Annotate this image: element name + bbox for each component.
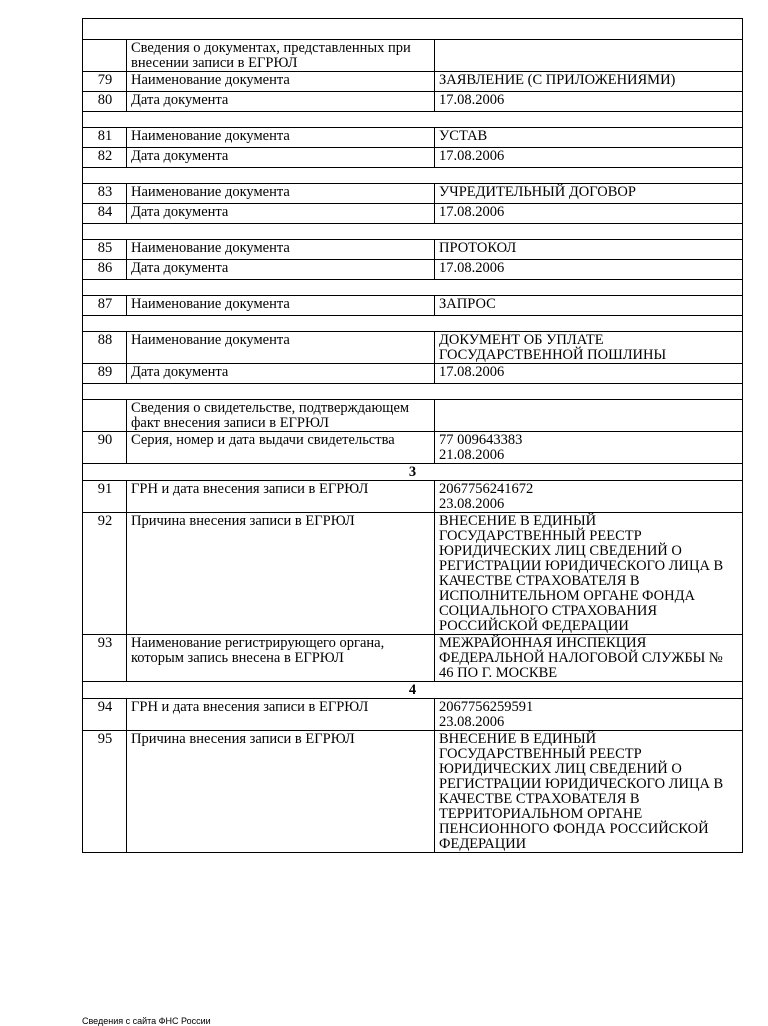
row-number — [83, 400, 127, 432]
field-value: 17.08.2006 — [435, 148, 743, 168]
row-number: 89 — [83, 364, 127, 384]
field-label: Наименование документа — [127, 296, 435, 316]
group-header-row — [83, 40, 743, 72]
field-value: ЗАЯВЛЕНИЕ (С ПРИЛОЖЕНИЯМИ) — [435, 72, 743, 92]
field-value: 2067756241672 23.08.2006 — [435, 481, 743, 513]
spacer-cell — [83, 224, 743, 240]
field-label: Дата документа — [127, 260, 435, 280]
field-label: Дата документа — [127, 148, 435, 168]
field-value — [435, 40, 743, 72]
field-value: 17.08.2006 — [435, 364, 743, 384]
table-row — [83, 128, 743, 148]
row-number: 90 — [83, 432, 127, 464]
spacer-row — [83, 224, 743, 240]
table-row — [83, 72, 743, 92]
section-row — [83, 682, 743, 699]
field-value: 17.08.2006 — [435, 92, 743, 112]
field-label: Наименование документа — [127, 184, 435, 204]
field-value: 2067756259591 23.08.2006 — [435, 699, 743, 731]
field-label: Наименование регистрирующего органа, которым запись внесена в ЕГРЮЛ — [127, 635, 435, 682]
field-value: 17.08.2006 — [435, 260, 743, 280]
table-row — [83, 699, 743, 731]
table-row — [83, 332, 743, 364]
row-number: 82 — [83, 148, 127, 168]
table-row — [83, 364, 743, 384]
footer-source: Сведения с сайта ФНС России — [82, 1016, 211, 1026]
spacer-row — [83, 316, 743, 332]
spacer-row — [83, 168, 743, 184]
row-number: 81 — [83, 128, 127, 148]
section-row — [83, 464, 743, 481]
egrul-table-body — [83, 19, 743, 853]
field-value: ПРОТОКОЛ — [435, 240, 743, 260]
spacer-cell — [83, 168, 743, 184]
field-label: Наименование документа — [127, 332, 435, 364]
row-number: 94 — [83, 699, 127, 731]
field-label: Причина внесения записи в ЕГРЮЛ — [127, 513, 435, 635]
row-number: 88 — [83, 332, 127, 364]
row-number — [83, 40, 127, 72]
section-number: 4 — [83, 682, 743, 699]
egrul-table — [82, 18, 743, 853]
field-label: Серия, номер и дата выдачи свидетельства — [127, 432, 435, 464]
field-value: ЗАПРОС — [435, 296, 743, 316]
section-number: 3 — [83, 464, 743, 481]
table-row — [83, 260, 743, 280]
field-label: Дата документа — [127, 364, 435, 384]
spacer-cell — [83, 19, 743, 40]
field-value: 77 009643383 21.08.2006 — [435, 432, 743, 464]
spacer-cell — [83, 316, 743, 332]
table-row — [83, 296, 743, 316]
group-header-label: Сведения о свидетельстве, подтверждающем факт внесения записи в ЕГРЮЛ — [127, 400, 435, 432]
row-number: 91 — [83, 481, 127, 513]
field-label: Наименование документа — [127, 128, 435, 148]
row-number: 86 — [83, 260, 127, 280]
group-header-label: Сведения о документах, представленных при внесении записи в ЕГРЮЛ — [127, 40, 435, 72]
table-row — [83, 184, 743, 204]
spacer-cell — [83, 384, 743, 400]
row-number: 79 — [83, 72, 127, 92]
field-label: Наименование документа — [127, 72, 435, 92]
spacer-cell — [83, 280, 743, 296]
table-row — [83, 148, 743, 168]
field-value: МЕЖРАЙОННАЯ ИНСПЕКЦИЯ ФЕДЕРАЛЬНОЙ НАЛОГОВОЙ СЛУЖБЫ № 46 ПО Г. МОСКВЕ — [435, 635, 743, 682]
row-number: 85 — [83, 240, 127, 260]
spacer-row — [83, 112, 743, 128]
field-label: Причина внесения записи в ЕГРЮЛ — [127, 731, 435, 853]
field-value: УСТАВ — [435, 128, 743, 148]
field-label: ГРН и дата внесения записи в ЕГРЮЛ — [127, 699, 435, 731]
row-number: 93 — [83, 635, 127, 682]
spacer-row — [83, 280, 743, 296]
table-row — [83, 481, 743, 513]
field-value: ВНЕСЕНИЕ В ЕДИНЫЙ ГОСУДАРСТВЕННЫЙ РЕЕСТР ЮРИДИЧЕСКИХ ЛИЦ СВЕДЕНИЙ О РЕГИСТРАЦИИ ЮРИДИЧЕСКОГО ЛИЦА В КАЧЕСТВЕ СТРАХОВАТЕЛЯ В ТЕРРИТОРИАЛЬНОМ ОРГАНЕ ПЕНСИОННОГО ФОНДА РОССИЙСКОЙ ФЕДЕРАЦИИ — [435, 731, 743, 853]
row-number: 92 — [83, 513, 127, 635]
field-label: Дата документа — [127, 92, 435, 112]
group-header-row — [83, 400, 743, 432]
row-number: 80 — [83, 92, 127, 112]
field-value: 17.08.2006 — [435, 204, 743, 224]
table-row — [83, 731, 743, 853]
field-value — [435, 400, 743, 432]
field-label: Дата документа — [127, 204, 435, 224]
field-value: ДОКУМЕНТ ОБ УПЛАТЕ ГОСУДАРСТВЕННОЙ ПОШЛИНЫ — [435, 332, 743, 364]
table-row — [83, 635, 743, 682]
row-number: 87 — [83, 296, 127, 316]
table-row — [83, 432, 743, 464]
field-value: ВНЕСЕНИЕ В ЕДИНЫЙ ГОСУДАРСТВЕННЫЙ РЕЕСТР ЮРИДИЧЕСКИХ ЛИЦ СВЕДЕНИЙ О РЕГИСТРАЦИИ ЮРИДИЧЕСКОГО ЛИЦА В КАЧЕСТВЕ СТРАХОВАТЕЛЯ В ИСПОЛНИТЕЛЬНОМ ОРГАНЕ ФОНДА СОЦИАЛЬНОГО СТРАХОВАНИЯ РОССИЙСКОЙ ФЕДЕРАЦИИ — [435, 513, 743, 635]
field-label: ГРН и дата внесения записи в ЕГРЮЛ — [127, 481, 435, 513]
spacer-cell — [83, 112, 743, 128]
table-row — [83, 513, 743, 635]
table-row — [83, 240, 743, 260]
row-number: 84 — [83, 204, 127, 224]
table-row — [83, 204, 743, 224]
row-number: 83 — [83, 184, 127, 204]
field-value: УЧРЕДИТЕЛЬНЫЙ ДОГОВОР — [435, 184, 743, 204]
table-row — [83, 92, 743, 112]
row-number: 95 — [83, 731, 127, 853]
spacer-row — [83, 19, 743, 40]
field-label: Наименование документа — [127, 240, 435, 260]
spacer-row — [83, 384, 743, 400]
